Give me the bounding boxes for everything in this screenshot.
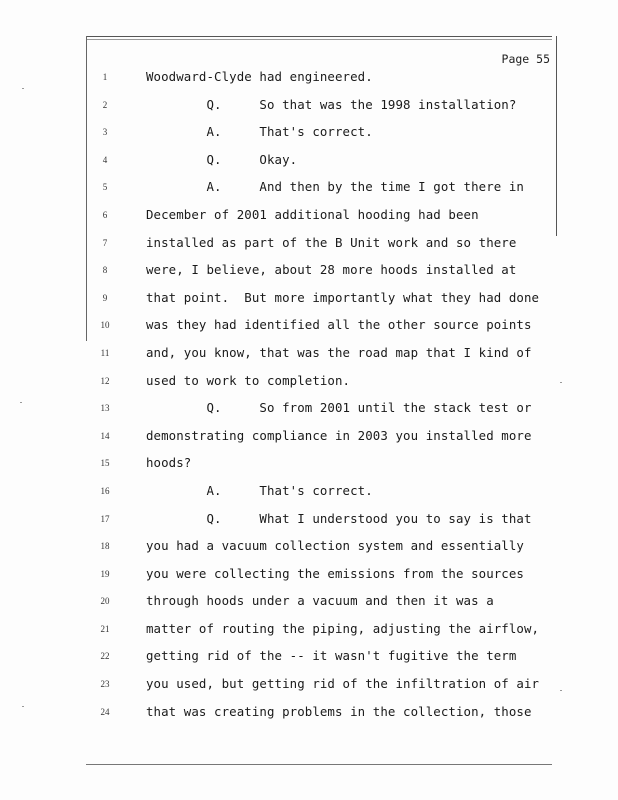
line-text: you used, but getting rid of the infiltration of air (146, 676, 540, 692)
line-text: used to work to completion. (146, 372, 351, 388)
transcript-line (0, 232, 618, 260)
line-text: getting rid of the -- it wasn't fugitive the term (146, 648, 517, 664)
transcript-lines (0, 66, 618, 728)
line-number: 23 (100, 679, 110, 690)
line-text: you had a vacuum collection system and essentially (146, 538, 524, 554)
scan-speck (22, 88, 24, 89)
line-text: A. That's correct. (146, 124, 373, 140)
transcript-line (0, 287, 618, 315)
line-text: you were collecting the emissions from the sources (146, 565, 524, 581)
line-text: Q. So from 2001 until the stack test or (146, 400, 532, 416)
line-number: 18 (100, 541, 110, 552)
line-text: was they had identified all the other source points (146, 317, 532, 333)
transcript-line (0, 259, 618, 287)
line-number: 17 (100, 513, 110, 524)
bottom-border (86, 764, 552, 765)
line-text: installed as part of the B Unit work and so there (146, 234, 517, 250)
line-number: 16 (100, 485, 110, 496)
transcript-line (0, 342, 618, 370)
transcript-line (0, 176, 618, 204)
line-text: demonstrating compliance in 2003 you installed more (146, 427, 532, 443)
line-number: 9 (102, 292, 108, 303)
line-text: Woodward-Clyde had engineered. (146, 69, 373, 84)
line-number: 6 (102, 209, 108, 220)
line-number: 20 (100, 596, 110, 607)
transcript-line (0, 563, 618, 591)
transcript-line (0, 66, 618, 94)
line-number: 3 (102, 127, 108, 138)
scan-speck (20, 402, 22, 403)
line-text: Q. So that was the 1998 installation? (146, 96, 517, 112)
transcript-line (0, 149, 618, 177)
line-number: 14 (100, 430, 110, 441)
transcript-line (0, 314, 618, 342)
transcript-line (0, 370, 618, 398)
line-text: A. And then by the time I got there in (146, 179, 524, 195)
line-number: 15 (100, 458, 110, 469)
line-text: were, I believe, about 28 more hoods installed at (146, 262, 517, 278)
transcript-line (0, 535, 618, 563)
line-text: hoods? (146, 455, 192, 471)
line-number: 13 (100, 403, 110, 414)
line-number: 7 (102, 237, 108, 248)
line-text: Q. What I understood you to say is that (146, 510, 532, 526)
line-number: 5 (102, 182, 108, 193)
line-text: matter of routing the piping, adjusting the airflow, (146, 620, 540, 636)
line-number: 19 (100, 568, 110, 579)
transcript-line (0, 673, 618, 701)
line-number: 2 (102, 99, 108, 110)
line-number: 4 (102, 154, 108, 165)
transcript-line (0, 204, 618, 232)
line-text: December of 2001 additional hooding had been (146, 206, 479, 222)
top-border (86, 36, 552, 37)
line-text: and, you know, that was the road map that I kind of (146, 344, 532, 360)
transcript-line (0, 590, 618, 618)
scan-speck (560, 382, 562, 383)
line-number: 12 (100, 375, 110, 386)
transcript-line (0, 701, 618, 729)
line-number: 22 (100, 651, 110, 662)
transcript-line (0, 121, 618, 149)
transcript-line (0, 645, 618, 673)
transcript-line (0, 480, 618, 508)
line-number: 8 (102, 265, 108, 276)
page-number: Page 55 (501, 52, 550, 66)
line-number: 1 (102, 72, 108, 82)
transcript-line (0, 397, 618, 425)
transcript-line (0, 425, 618, 453)
scan-speck (22, 706, 24, 707)
line-number: 10 (100, 320, 110, 331)
transcript-line (0, 508, 618, 536)
transcript-line (0, 94, 618, 122)
transcript-line (0, 618, 618, 646)
line-text: that point. But more importantly what they had done (146, 289, 540, 305)
transcript-line (0, 452, 618, 480)
line-number: 11 (100, 347, 110, 358)
line-text: A. That's correct. (146, 482, 373, 498)
line-text: that was creating problems in the collection, those (146, 703, 532, 719)
line-text: Q. Okay. (146, 151, 298, 167)
scan-speck (560, 690, 562, 691)
line-text: through hoods under a vacuum and then it was a (146, 593, 494, 609)
top-border-secondary (86, 39, 552, 40)
line-number: 24 (100, 706, 110, 717)
line-number: 21 (100, 623, 110, 634)
